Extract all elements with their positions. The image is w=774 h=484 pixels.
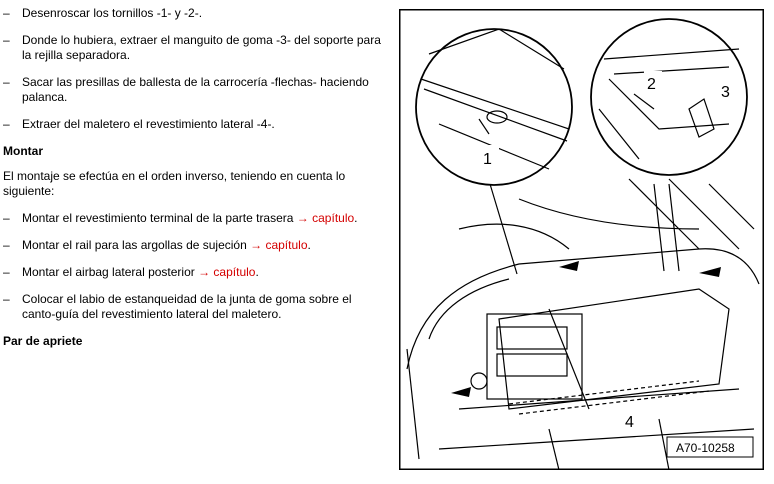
callout-2: 2 xyxy=(647,76,656,93)
montar-heading: Montar xyxy=(3,144,43,158)
step-install-airbag xyxy=(3,265,388,280)
chapter-link[interactable]: → capítulo xyxy=(296,211,355,225)
figure-reference: A70-10258 xyxy=(676,441,735,455)
step-period: . xyxy=(354,211,358,225)
callout-1: 1 xyxy=(483,151,492,168)
instruction-text xyxy=(3,6,388,359)
step-dash: – xyxy=(3,265,10,279)
montar-intro: El montaje se efectúa en el orden inverso, teniendo en cuenta lo siguiente: xyxy=(3,169,346,198)
step-remove-side-trim xyxy=(3,117,388,132)
step-dash: – xyxy=(3,6,10,20)
step-text: Colocar el labio de estanqueidad de la junta de goma sobre el canto-guía del revestimiento lateral del maletero. xyxy=(22,292,352,321)
step-period: . xyxy=(307,238,311,252)
step-dash: – xyxy=(3,292,10,306)
step-install-rail xyxy=(3,238,388,253)
step-dash: – xyxy=(3,117,10,131)
step-pry-spring-clips xyxy=(3,75,388,105)
step-text: Montar el revestimiento terminal de la parte trasera xyxy=(22,211,297,225)
callout-3: 3 xyxy=(721,84,730,101)
step-text: Extraer del maletero el revestimiento lateral -4-. xyxy=(22,117,275,131)
step-text: Desenroscar los tornillos -1- y -2-. xyxy=(22,6,203,20)
step-dash: – xyxy=(3,211,10,225)
step-dash: – xyxy=(3,75,10,89)
step-unscrew-bolts xyxy=(3,6,388,21)
step-text: Donde lo hubiera, extraer el manguito de goma -3- del soporte para la rejilla separadora. xyxy=(22,33,381,62)
chapter-link[interactable]: → capítulo xyxy=(250,238,308,252)
torque-heading: Par de apriete xyxy=(3,334,83,348)
step-period: . xyxy=(255,265,259,279)
chapter-link[interactable]: → capítulo xyxy=(198,265,256,279)
step-remove-rubber-sleeve xyxy=(3,33,388,63)
step-text: Montar el airbag lateral posterior xyxy=(22,265,199,279)
callout-4: 4 xyxy=(625,414,634,431)
step-dash: – xyxy=(3,33,10,47)
technical-illustration xyxy=(399,9,764,470)
step-dash: – xyxy=(3,238,10,252)
step-install-rear-trim xyxy=(3,211,388,226)
step-text: Sacar las presillas de ballesta de la carrocería -flechas- haciendo palanca. xyxy=(22,75,369,104)
step-text: Montar el rail para las argollas de sujeción xyxy=(22,238,251,252)
step-seal-lip xyxy=(3,292,388,322)
